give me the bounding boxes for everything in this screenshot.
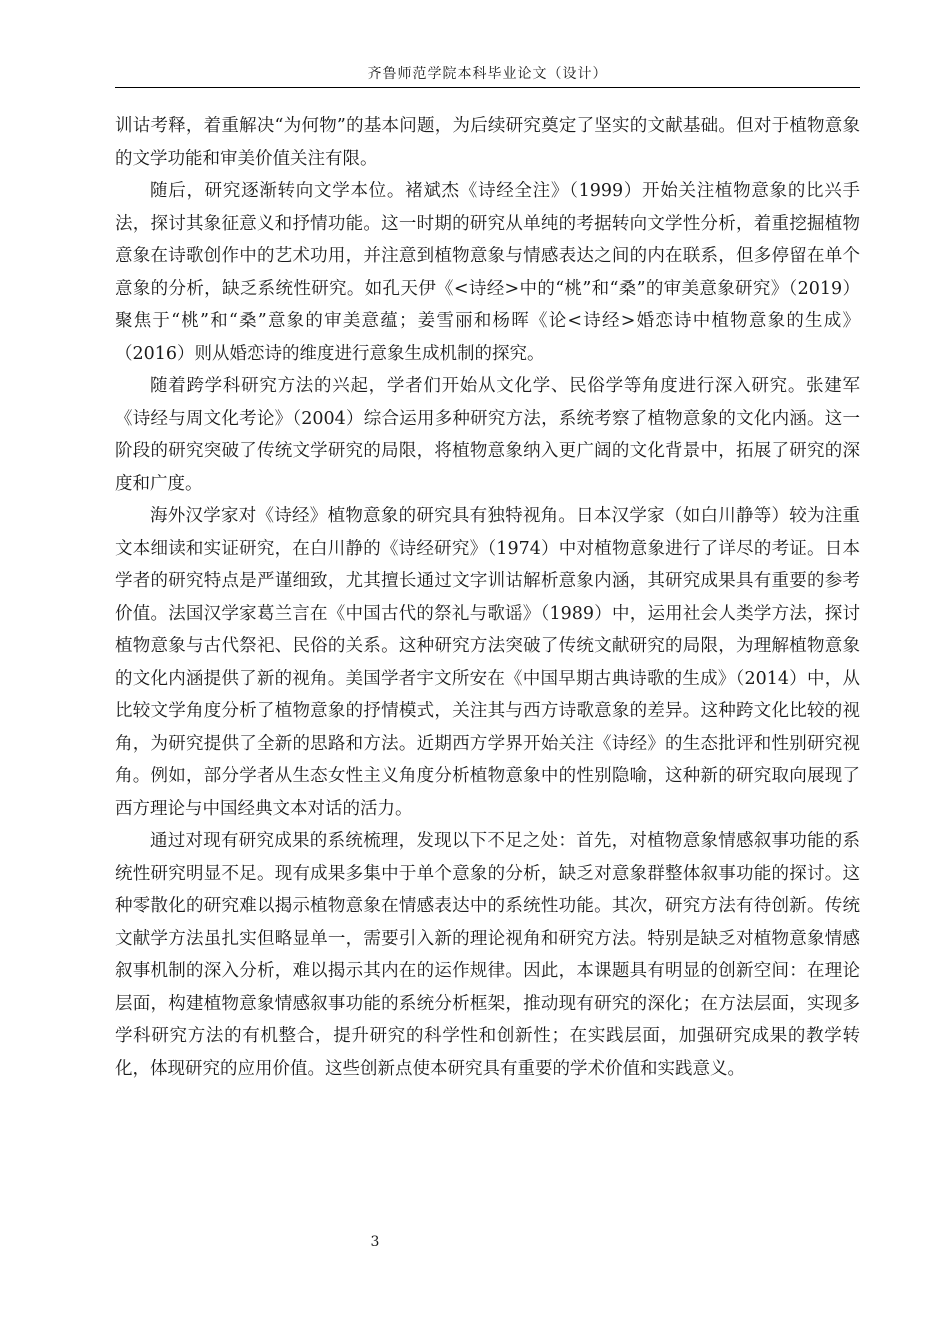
paragraph: 通过对现有研究成果的系统梳理，发现以下不足之处：首先，对植物意象情感叙事功能的系统性研究明显不足。现有成果多集中于单个意象的分析，缺乏对意象群整体叙事功能的探讨。这种零散化的研究难以揭示植物意象在情感表达中的系统性功能。其次，研究方法有待创新。传统文献学方法虽扎实但略显单一，需要引入新的理论视角和研究方法。特别是缺乏对植物意象情感叙事机制的深入分析，难以揭示其内在的运作规律。因此，本课题具有明显的创新空间：在理论层面，构建植物意象情感叙事功能的系统分析框架，推动现有研究的深化；在方法层面，实现多学科研究方法的有机整合，提升研究的科学性和创新性；在实践层面，加强研究成果的教学转化，体现研究的应用价值。这些创新点使本研究具有重要的学术价值和实践意义。	[115, 831, 860, 1079]
page-header-title: 齐鲁师范学院本科毕业论文（设计）	[367, 66, 608, 82]
paragraph: 随后，研究逐渐转向文学本位。褚斌杰《诗经全注》（1999）开始关注植物意象的比兴手法，探讨其象征意义和抒情功能。这一时期的研究从单纯的考据转向文学性分析，着重挖掘植物意象在诗歌创作中的艺术功用，并注意到植物意象与情感表达之间的内在联系，但多停留在单个意象的分析，缺乏系统性研究。如孔天伊《<诗经>中的“桃”和“桑”的审美意象研究》（2019）聚焦于“桃”和“桑”意象的审美意蕴；姜雪丽和杨晖《论<诗经>婚恋诗中植物意象的生成》（2016）则从婚恋诗的维度进行意象生成机制的探究。	[115, 181, 860, 364]
paragraph: 随着跨学科研究方法的兴起，学者们开始从文化学、民俗学等角度进行深入研究。张建军《诗经与周文化考论》（2004）综合运用多种研究方法，系统考察了植物意象的文化内涵。这一阶段的研究突破了传统文学研究的局限，将植物意象纳入更广阔的文化背景中，拓展了研究的深度和广度。	[115, 376, 860, 494]
paragraph-continuation: 训诂考释，着重解决“为何物”的基本问题，为后续研究奠定了坚实的文献基础。但对于植物意象的文学功能和审美价值关注有限。	[115, 116, 860, 169]
paragraph: 海外汉学家对《诗经》植物意象的研究具有独特视角。日本汉学家（如白川静等）较为注重文本细读和实证研究，在白川静的《诗经研究》（1974）中对植物意象进行了详尽的考证。日本学者的研究特点是严谨细致，尤其擅长通过文字训诂解析意象内涵，其研究成果具有重要的参考价值。法国汉学家葛兰言在《中国古代的祭礼与歌谣》（1989）中，运用社会人类学方法，探讨植物意象与古代祭祀、民俗的关系。这种研究方法突破了传统文献研究的局限，为理解植物意象的文化内涵提供了新的视角。美国学者宇文所安在《中国早期古典诗歌的生成》（2014）中，从比较文学角度分析了植物意象的抒情模式，关注其与西方诗歌意象的差异。这种跨文化比较的视角，为研究提供了全新的思路和方法。近期西方学界开始关注《诗经》的生态批评和性别研究视角。例如，部分学者从生态女性主义角度分析植物意象中的性别隐喻，这种新的研究取向展现了西方理论与中国经典文本对话的活力。	[115, 506, 860, 819]
body-text	[115, 110, 860, 1085]
header-divider	[115, 87, 860, 88]
page-number: 3	[370, 1234, 380, 1250]
